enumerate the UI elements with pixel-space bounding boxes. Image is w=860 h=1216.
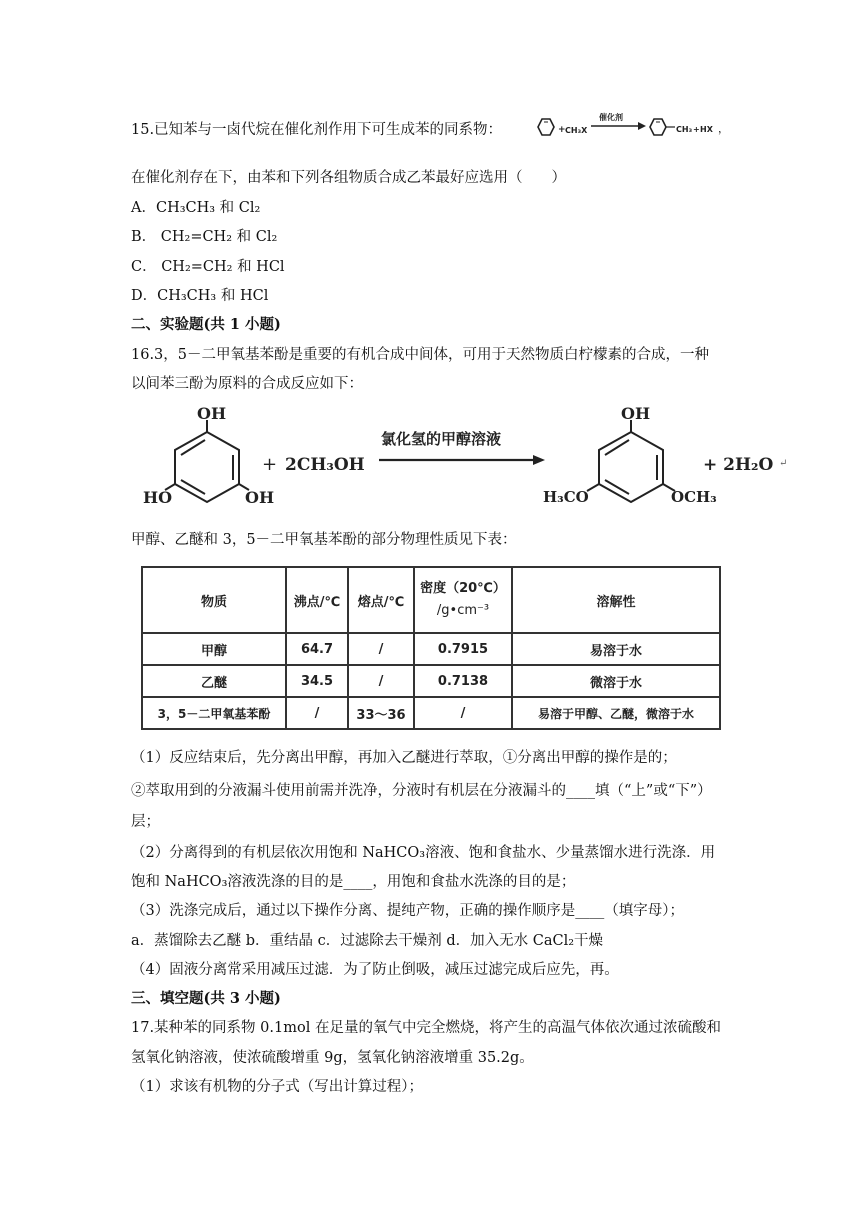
phloroglucinol-structure	[165, 420, 249, 502]
section3-title: 三、填空题(共 3 小题)	[131, 990, 281, 1007]
q15-stem-line1: 15.已知苯与一卤代烷在催化剂作用下可生成苯的同系物：	[131, 122, 503, 138]
table-header-row	[142, 567, 720, 633]
q16-part1-line3: 层；	[131, 814, 160, 830]
section2-title: 二、实验题(共 1 小题)	[131, 316, 281, 333]
rxn-plus: +	[262, 454, 278, 475]
dimethoxyphenol-och3: OCH₃	[671, 488, 717, 506]
q16-reaction-scheme	[135, 404, 795, 522]
table-cell: 3，5－二甲氧基苯酚	[142, 697, 286, 729]
q15-option-d: D．CH₃CH₃ 和 HCl	[131, 288, 269, 304]
benzene-ring-icon	[538, 119, 554, 135]
density-header-line2: /g•cm⁻³	[436, 603, 490, 618]
phloroglucinol-oh-top: OH	[197, 404, 227, 423]
q16-part3-line1: （3）洗涤完成后，通过以下操作分离、提纯产物，正确的操作顺序是____（填字母）；	[131, 903, 684, 919]
table-cell: 乙醚	[142, 665, 286, 697]
rxn-condition: 氯化氢的甲醇溶液	[381, 430, 502, 448]
table-cell: 33～36	[348, 697, 414, 729]
q16-part1-line1: （1）反应结束后，先分离出甲醇，再加入乙醚进行萃取，①分离出甲醇的操作是的；	[131, 750, 677, 766]
q15-eq-byproduct: HX	[700, 125, 713, 134]
table-cell: /	[286, 697, 348, 729]
q16-table-intro: 甲醇、乙醚和 3，5－二甲氧基苯酚的部分物理性质见下表：	[131, 532, 517, 548]
table-cell: 34.5	[286, 665, 348, 697]
table-row	[142, 633, 720, 665]
table-cell: /	[348, 665, 414, 697]
table-row	[142, 665, 720, 697]
density-header-line1: 密度（20℃）	[420, 581, 506, 596]
table-cell: /	[414, 697, 512, 729]
q15-eq-end: ，	[718, 122, 729, 135]
q16-part4-line1: （4）固液分离常采用减压过滤．为了防止倒吸，减压过滤完成后应先，再。	[131, 962, 619, 978]
dimethoxyphenol-structure	[587, 420, 675, 502]
table-header-cell: 沸点/℃	[286, 567, 348, 633]
table-header-cell	[414, 567, 512, 633]
q15-eq-reagent: CH₃X	[565, 126, 588, 135]
svg-text:↵: ↵	[779, 458, 788, 469]
rxn-reagent-methanol: 2CH₃OH	[285, 455, 365, 475]
q16-part1-line2: ②萃取用到的分液漏斗使用前需并洗净，分液时有机层在分液漏斗的____填（“上”或“下”）	[131, 783, 712, 799]
table-cell: 0.7915	[414, 633, 512, 665]
q15-eq-catalyst: 催化剂	[599, 113, 623, 122]
q17-stem-line1: 17.某种苯的同系物 0.1mol 在足量的氧气中完全燃烧，将产生的高温气体依次通过浓硫酸和	[131, 1020, 721, 1036]
table-row	[142, 697, 720, 729]
rxn-water: + 2H₂O	[703, 455, 774, 475]
q16-stem-line2: 以间苯三酚为原料的合成反应如下：	[131, 376, 363, 392]
table-cell: 易溶于水	[512, 633, 720, 665]
dimethoxyphenol-oh: OH	[621, 404, 651, 423]
q17-part1: （1）求该有机物的分子式（写出计算过程）；	[131, 1079, 423, 1095]
table-cell: 甲醇	[142, 633, 286, 665]
table-cell: 微溶于水	[512, 665, 720, 697]
q15-eq-product: CH₃	[676, 125, 693, 134]
q17-stem-line2: 氢氧化钠溶液，使浓硫酸增重 9g，氢氧化钠溶液增重 35.2g。	[131, 1050, 534, 1066]
q16-part2-line2: 饱和 NaHCO₃溶液洗涤的目的是____，用饱和食盐水洗涤的目的是；	[131, 874, 576, 890]
q15-option-c: C． CH₂=CH₂ 和 HCl	[131, 259, 285, 275]
q16-stem-line1: 16.3，5－二甲氧基苯酚是重要的有机合成中间体，可用于天然物质白柠檬素的合成，一种	[131, 347, 710, 363]
properties-table	[141, 566, 721, 730]
table-cell: 易溶于甲醇、乙醚，微溶于水	[512, 697, 720, 729]
table-header-cell: 物质	[142, 567, 286, 633]
q15-stem-line2: 在催化剂存在下，由苯和下列各组物质合成乙苯最好应选用（ ）	[131, 170, 566, 186]
table-cell: 0.7138	[414, 665, 512, 697]
table-header-cell: 熔点/℃	[348, 567, 414, 633]
q15-option-b: B． CH₂=CH₂ 和 Cl₂	[131, 229, 278, 245]
q15-reaction-equation	[528, 110, 738, 150]
toluene-ring-icon	[650, 119, 666, 135]
q16-part3-line2: a．蒸馏除去乙醚 b．重结晶 c．过滤除去干燥剂 d．加入无水 CaCl₂干燥	[131, 933, 604, 949]
phloroglucinol-oh-right: OH	[245, 488, 275, 507]
svg-text:+: +	[693, 125, 700, 134]
table-cell: 64.7	[286, 633, 348, 665]
dimethoxyphenol-h3co: H₃CO	[543, 488, 589, 506]
table-cell: /	[348, 633, 414, 665]
q15-option-a: A．CH₃CH₃ 和 Cl₂	[131, 200, 261, 216]
table-header-cell: 溶解性	[512, 567, 720, 633]
q16-part2-line1: （2）分离得到的有机层依次用饱和 NaHCO₃溶液、饱和食盐水、少量蒸馏水进行洗涤．用	[131, 845, 716, 861]
svg-text:+: +	[558, 125, 566, 135]
phloroglucinol-ho-left: HO	[143, 488, 173, 507]
